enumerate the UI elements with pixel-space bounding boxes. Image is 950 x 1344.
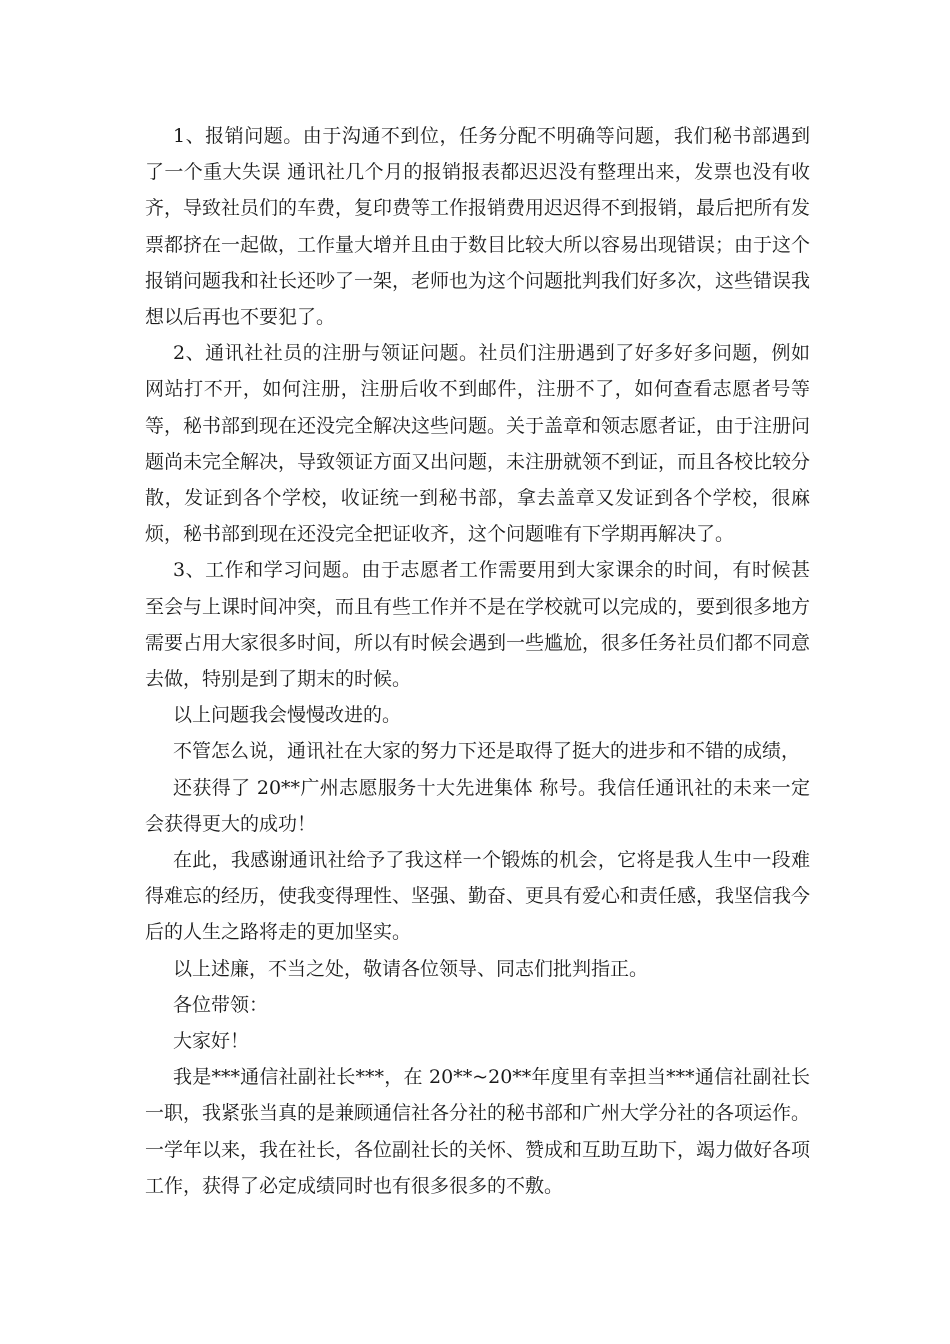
paragraph-registration-issue: 2、通讯社社员的注册与领证问题。社员们注册遇到了好多好多问题，例如网站打不开，如何注册，注册后收不到邮件，注册不了，如何查看志愿者号等等，秘书部到现在还没完全解决这些问题。关于盖章和领志愿者证，由于注册问题尚未完全解决，导致领证方面又出问题，未注册就领不到证，而且各校比较分散，发证到各个学校，收证统一到秘书部，拿去盖章又发证到各个学校，很麻烦，秘书部到现在还没完全把证收齐，这个问题唯有下学期再解决了。 (145, 342, 811, 546)
paragraph-self-introduction: 我是***通信社副社长***，在 20**~20**年度里有幸担当***通信社副社长一职，我紧张当真的是兼顾通信社各分社的秘书部和广州大学分社的各项运作。一学年以来，我在社长，各位副社长的关怀、赞成和互助互助下，竭力做好各项工作，获得了必定成绩同时也有很多很多的不敷。 (145, 1066, 811, 1197)
paragraph-thanks: 在此，我感谢通讯社给予了我这样一个锻炼的机会，它将是我人生中一段难得难忘的经历，使我变得理性、坚强、勤奋、更具有爱心和责任感，我坚信我今后的人生之路将走的更加坚实。 (145, 849, 811, 944)
paragraph-salutation: 各位带领： (173, 993, 269, 1016)
paragraph-closing: 以上述廉，不当之处，敬请各位领导、同志们批判指正。 (173, 957, 649, 980)
paragraph-work-study-issue: 3、工作和学习问题。由于志愿者工作需要用到大家课余的时间，有时候甚至会与上课时间冲突，而且有些工作并不是在学校就可以完成的，要到很多地方需要占用大家很多时间，所以有时候会遇到一些尴尬，很多任务社员们都不同意去做，特别是到了期末的时候。 (145, 559, 811, 691)
paragraph-award-note: 还获得了 20**广州志愿服务十大先进集体 称号。我信任通讯社的未来一定会获得更大的成功！ (145, 776, 810, 835)
document-body (145, 118, 810, 1204)
paragraph-improvement-note: 以上问题我会慢慢改进的。 (173, 704, 402, 727)
paragraph-reimbursement-issue: 1、报销问题。由于沟通不到位，任务分配不明确等问题，我们秘书部遇到了一个重大失误 通讯社几个月的报销报表都迟迟没有整理出来，发票也没有收齐，导致社员们的车费，复印费等工作报销费用迟迟得不到报销，最后把所有发票都挤在一起做，工作量大增并且由于数目比较大所以容易出现错误；由于这个报销问题我和社长还吵了一架，老师也为这个问题批判我们好多次，这些错误我想以后再也不要犯了。 (145, 125, 811, 329)
paragraph-progress-note: 不管怎么说，通讯社在大家的努力下还是取得了挺大的进步和不错的成绩， (173, 740, 801, 763)
paragraph-greeting: 大家好！ (173, 1030, 250, 1053)
